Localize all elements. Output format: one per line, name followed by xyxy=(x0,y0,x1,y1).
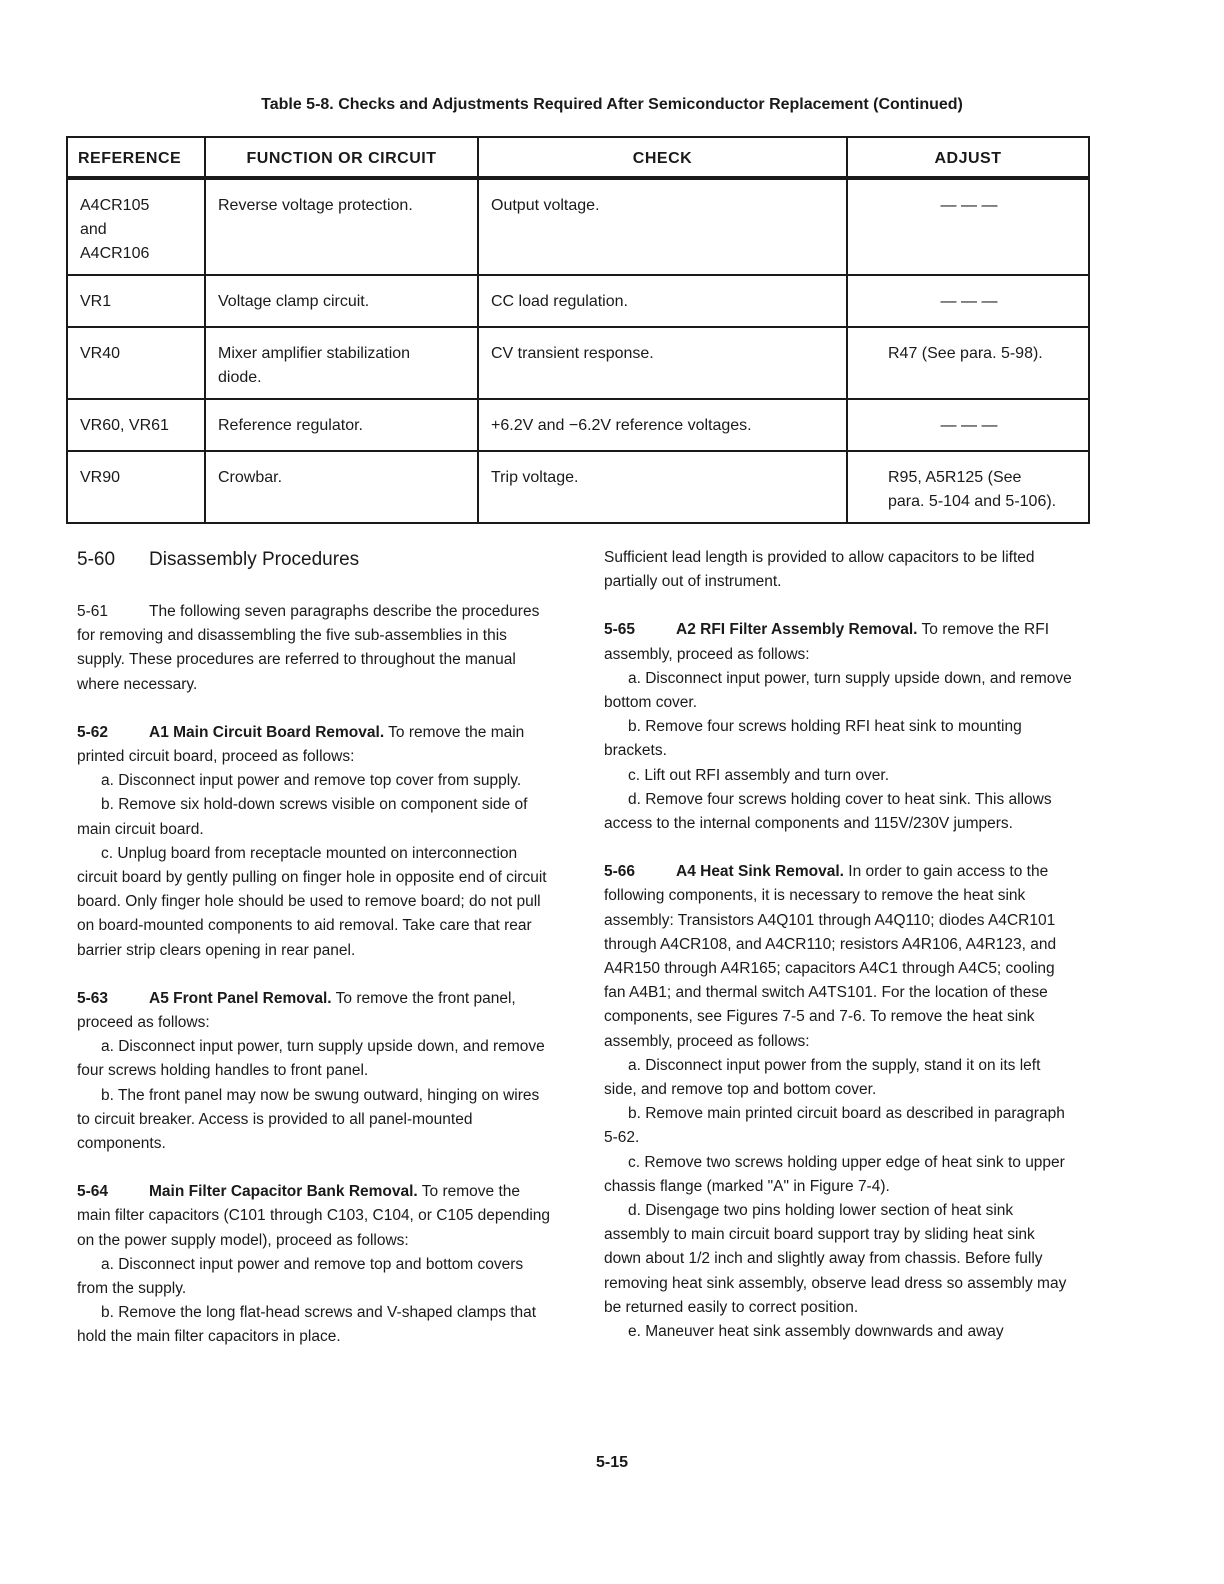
step-item: b. Remove main printed circuit board as described in paragraph 5-62. xyxy=(604,1105,1065,1147)
checks-adjustments-table xyxy=(66,136,1090,524)
cell-function xyxy=(205,327,478,399)
paragraph-text: The following seven paragraphs describe the procedures for removing and disassembling the five sub-assemblies in this supply. These procedures are referred to throughout the manual where necessary. xyxy=(77,603,540,693)
step-item: c. Remove two screws holding upper edge of heat sink to upper chassis flange (marked "A" in Figure 7-4). xyxy=(604,1153,1065,1195)
step-item: b. Remove four screws holding RFI heat sink to mounting brackets. xyxy=(604,718,1022,760)
cell-adjust xyxy=(847,327,1089,399)
section-title: Disassembly Procedures xyxy=(149,549,360,570)
paragraph-number: 5-61 xyxy=(77,603,109,620)
cell-text: VR60, VR61 xyxy=(80,417,169,434)
cell-check: +6.2V and −6.2V reference voltages. xyxy=(478,399,847,451)
paragraph-5-64 xyxy=(77,1180,552,1349)
cell-check: Trip voltage. xyxy=(478,451,847,523)
table-header-row xyxy=(67,137,1089,178)
paragraph-text: To remove the front panel, proceed as follows: xyxy=(77,989,516,1032)
step-item: d. Disengage two pins holding lower section of heat sink assembly to main circuit board support tray by sliding heat sink down about 1/2 inch and slightly away from chassis. Before fully removing heat sink assembly, observe lead dress so assembly may be returned easily to correct position. xyxy=(604,1202,1067,1316)
header-adjust: ADJUST xyxy=(847,137,1089,178)
cell-text: Voltage clamp circuit. xyxy=(218,293,370,310)
table-row xyxy=(67,399,1089,451)
cell-text: — — — xyxy=(940,293,998,310)
step-item: a. Disconnect input power, turn supply upside down, and remove four screws holding handles to front panel. xyxy=(77,1038,545,1080)
paragraph-heading: A4 Heat Sink Removal. xyxy=(676,863,844,881)
paragraph-text: To remove the main filter capacitors (C101 through C103, C104, or C105 depending on the power supply model), proceed as follows: xyxy=(77,1183,551,1249)
paragraph-5-63 xyxy=(77,987,552,1156)
paragraph-text: Sufficient lead length is provided to allow capacitors to be lifted partially out of instrument. xyxy=(604,549,1035,591)
table-row xyxy=(67,327,1089,399)
cell-text: — — — xyxy=(940,197,998,214)
cell-adjust xyxy=(847,275,1089,327)
paragraph-number: 5-63 xyxy=(77,989,109,1007)
cell-text: VR90 xyxy=(80,469,121,486)
section-heading xyxy=(77,546,552,574)
paragraph-heading: Main Filter Capacitor Bank Removal. xyxy=(149,1183,418,1201)
cell-text: Crowbar. xyxy=(218,469,283,486)
table-caption: Table 5-8. Checks and Adjustments Required After Semiconductor Replacement (Continued) xyxy=(261,96,963,113)
paragraph-5-62 xyxy=(77,721,552,963)
step-item: e. Maneuver heat sink assembly downwards and away xyxy=(628,1323,1004,1341)
paragraph-continued xyxy=(604,546,1074,594)
paragraph-number: 5-62 xyxy=(77,723,109,741)
step-item: b. Remove six hold-down screws visible on component side of main circuit board. xyxy=(77,796,528,838)
paragraph-heading: A2 RFI Filter Assembly Removal. xyxy=(676,621,918,639)
cell-text: — — — xyxy=(940,417,998,434)
right-column xyxy=(604,546,1074,1368)
step-item: a. Disconnect input power from the supply, stand it on its left side, and remove top and bottom cover. xyxy=(604,1056,1041,1099)
header-function: FUNCTION OR CIRCUIT xyxy=(205,137,478,178)
step-item: d. Remove four screws holding cover to heat sink. This allows access to the internal components and 115V/230V jumpers. xyxy=(604,790,1052,833)
cell-reference xyxy=(67,178,205,275)
cell-text: R47 (See para. 5-98). xyxy=(888,345,1043,362)
paragraph-heading: A5 Front Panel Removal. xyxy=(149,989,332,1007)
cell-adjust xyxy=(847,178,1089,275)
paragraph-number: 5-65 xyxy=(604,621,636,639)
table-row xyxy=(67,275,1089,327)
cell-text: Mixer amplifier stabilization xyxy=(218,345,411,362)
cell-check: CC load regulation. xyxy=(478,275,847,327)
cell-reference xyxy=(67,275,205,327)
paragraph-text: To remove the main printed circuit board, proceed as follows: xyxy=(77,723,525,766)
paragraph-heading: A1 Main Circuit Board Removal. xyxy=(149,723,385,741)
cell-function xyxy=(205,451,478,523)
cell-adjust xyxy=(847,451,1089,523)
header-reference: REFERENCE xyxy=(67,137,205,178)
cell-text: A4CR105 xyxy=(80,197,150,214)
left-column xyxy=(77,546,552,1374)
cell-reference xyxy=(67,327,205,399)
cell-adjust xyxy=(847,399,1089,451)
paragraph-5-66 xyxy=(604,860,1074,1344)
paragraph-text: In order to gain access to the following components, it is necessary to remove the heat sink assembly: Transistors A4Q101 through A4Q110; diodes A4CR101 through A4CR108, and A4CR110; resistors A4R106, A4R123, and A4R150 through A4R165; capacitors A4C1 through A4C5; cooling fan A4B1; and thermal switch A4TS101. For the location of these components, see Figures 7-5 and 7-6. To remove the heat sink assembly, proceed as follows: xyxy=(604,863,1057,1050)
cell-text: Reference regulator. xyxy=(218,417,363,434)
section-number: 5-60 xyxy=(77,549,116,570)
paragraph-number: 5-66 xyxy=(604,863,636,881)
paragraph-5-61 xyxy=(77,600,552,697)
table-row xyxy=(67,451,1089,523)
step-item: c. Unplug board from receptacle mounted on interconnection circuit board by gently pulling on finger hole in opposite end of circuit board. Only finger hole should be used to remove board; do not pull on board-mounted components to aid removal. Take care that rear barrier strip clears opening in rear panel. xyxy=(77,844,547,959)
header-check: CHECK xyxy=(478,137,847,178)
page-number: 5-15 xyxy=(595,1454,629,1471)
cell-check: Output voltage. xyxy=(478,178,847,275)
cell-text: VR40 xyxy=(80,345,121,362)
cell-text: VR1 xyxy=(80,293,112,310)
step-item: b. The front panel may now be swung outward, hinging on wires to circuit breaker. Access is provided to all panel-mounted components. xyxy=(77,1086,540,1153)
cell-function xyxy=(205,275,478,327)
step-item: a. Disconnect input power, turn supply upside down, and remove bottom cover. xyxy=(604,669,1072,712)
cell-text: A4CR106 xyxy=(80,245,150,262)
cell-reference xyxy=(67,399,205,451)
paragraph-text: To remove the RFI assembly, proceed as follows: xyxy=(604,621,1050,663)
paragraph-5-65 xyxy=(604,618,1074,836)
step-item: c. Lift out RFI assembly and turn over. xyxy=(628,766,890,784)
cell-reference xyxy=(67,451,205,523)
cell-text: para. 5-104 and 5-106). xyxy=(888,493,1057,510)
cell-function xyxy=(205,178,478,275)
step-item: a. Disconnect input power and remove top and bottom covers from the supply. xyxy=(77,1255,524,1298)
cell-text: diode. xyxy=(218,369,262,386)
paragraph-number: 5-64 xyxy=(77,1183,109,1201)
step-item: b. Remove the long flat-head screws and V-shaped clamps that hold the main filter capacitors in place. xyxy=(77,1304,537,1346)
step-item: a. Disconnect input power and remove top cover from supply. xyxy=(101,772,522,790)
cell-check: CV transient response. xyxy=(478,327,847,399)
table-row xyxy=(67,178,1089,275)
cell-text: R95, A5R125 (See xyxy=(888,469,1022,486)
cell-function xyxy=(205,399,478,451)
cell-text: and xyxy=(80,221,107,238)
cell-text: Reverse voltage protection. xyxy=(218,197,413,214)
